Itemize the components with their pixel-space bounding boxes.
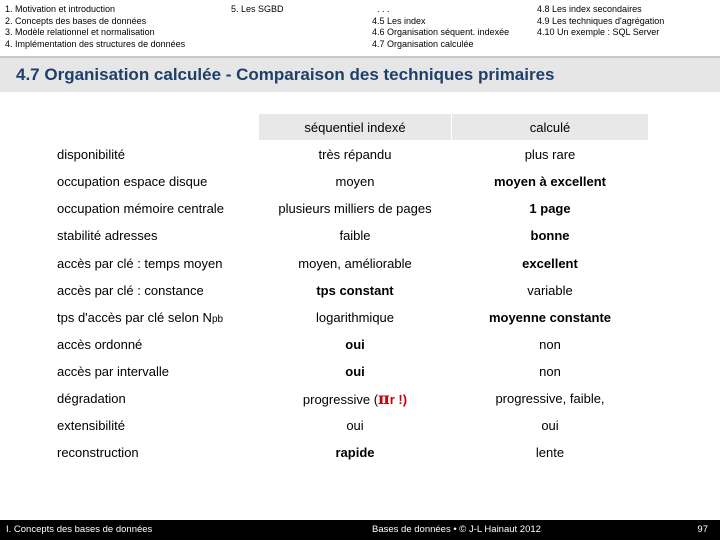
outline-column-2 (231, 4, 284, 16)
cell-indexed: oui (346, 418, 364, 433)
footer-bar (0, 520, 720, 540)
pi-symbol: π (378, 389, 390, 408)
cell-hashed: progressive, faible, (495, 391, 605, 406)
outline-column-4 (537, 4, 664, 39)
cell-indexed: plusieurs milliers de pages (278, 201, 432, 216)
cell-indexed: tps constant (316, 283, 394, 298)
cell-indexed: logarithmique (315, 310, 395, 325)
row-label: dégradation (57, 391, 126, 406)
row-label: accès par clé : temps moyen (57, 256, 223, 271)
cell-indexed (259, 389, 451, 408)
footer-chapter[interactable]: I. Concepts des bases de données (6, 524, 153, 535)
cell-text-emphasis: r !) (389, 392, 408, 407)
cell-hashed: non (539, 337, 561, 352)
cell-indexed: rapide (335, 445, 375, 460)
cell-hashed: excellent (522, 256, 578, 271)
row-label: reconstruction (57, 445, 139, 460)
cell-indexed: très répandu (318, 147, 392, 162)
title-band (0, 58, 720, 92)
outline-item[interactable]: 4.10 Un exemple : SQL Server (537, 27, 660, 37)
cell-hashed: 1 page (529, 201, 571, 216)
page-number: 97 (697, 524, 708, 535)
cell-hashed: plus rare (524, 147, 576, 162)
row-label: accès par intervalle (57, 364, 169, 379)
cell-hashed: oui (541, 418, 559, 433)
cell-text: progressive ( (302, 392, 379, 407)
outline-item[interactable]: 4.6 Organisation séquent. indexée (372, 27, 510, 37)
row-label: disponibilité (57, 147, 125, 162)
cell-indexed: faible (339, 228, 371, 243)
row-label: accès ordonné (57, 337, 143, 352)
column-header-indexed (259, 114, 451, 140)
slide-title: 4.7 Organisation calculée - Comparaison des techniques primaires (16, 65, 555, 84)
outline-header (0, 0, 720, 58)
outline-item[interactable]: 4.5 Les index (372, 15, 426, 26)
outline-item[interactable]: 4. Implémentation des structures de données (5, 38, 186, 49)
outline-column-3 (372, 4, 509, 50)
cell-indexed: moyen (335, 174, 375, 189)
row-label: occupation espace disque (57, 174, 208, 189)
column-header-label: séquentiel indexé (304, 119, 406, 135)
cell-hashed: moyenne constante (488, 310, 612, 325)
row-label: accès par clé : constance (57, 283, 204, 298)
row-label: extensibilité (57, 418, 125, 433)
outline-item[interactable]: 3. Modèle relationnel et normalisation (5, 27, 155, 37)
outline-item[interactable]: 1. Motivation et introduction (5, 4, 116, 14)
row-label (57, 310, 223, 325)
cell-indexed: oui (345, 337, 365, 352)
row-label: stabilité adresses (57, 228, 158, 243)
footer-course: Bases de données • © J-L Hainaut 2012 (372, 524, 541, 535)
row-label-subscript: pb (211, 314, 224, 325)
column-header-label: calculé (529, 119, 571, 135)
cell-hashed: moyen à excellent (494, 174, 606, 189)
row-label: occupation mémoire centrale (57, 201, 224, 216)
cell-hashed: non (539, 364, 561, 379)
cell-indexed: moyen, améliorable (298, 256, 412, 271)
outline-item[interactable]: 4.8 Les index secondaires (537, 4, 642, 14)
outline-item[interactable]: 2. Concepts des bases de données (5, 15, 147, 26)
outline-item: . . . (372, 4, 390, 14)
cell-indexed: oui (345, 364, 365, 379)
outline-item[interactable]: 5. Les SGBD (231, 4, 284, 14)
cell-hashed: lente (535, 445, 565, 460)
outline-item[interactable]: 4.9 Les techniques d'agrégation (537, 15, 665, 26)
cell-hashed: bonne (530, 228, 570, 243)
outline-item[interactable]: 4.7 Organisation calculée (372, 38, 474, 49)
outline-column-1 (5, 4, 185, 50)
column-header-hashed (452, 114, 648, 140)
cell-hashed: variable (527, 283, 573, 298)
row-label-text: tps d'accès par clé selon N (57, 310, 212, 325)
